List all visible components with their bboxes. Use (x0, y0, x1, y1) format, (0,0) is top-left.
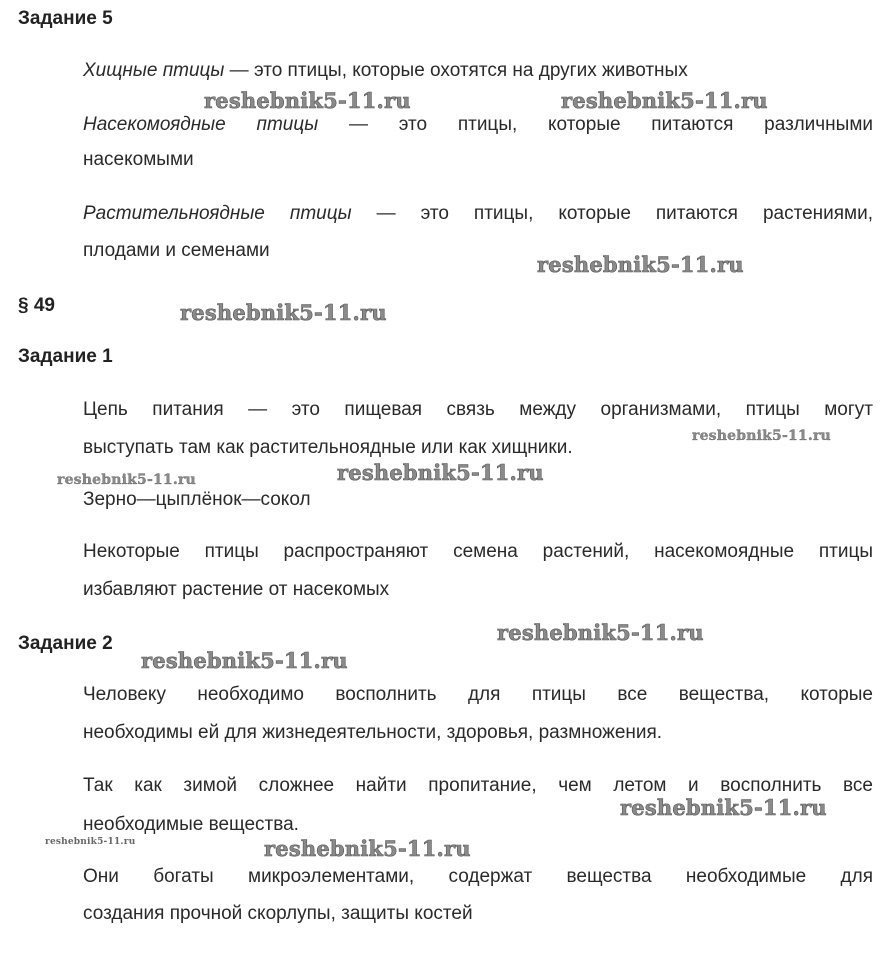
text-line: необходимы ей для жизнедеятельности, здоровья, размножения. (83, 722, 663, 743)
text-line: создания прочной скорлупы, защиты костей (83, 903, 473, 924)
watermark: reshebnik5-11.ru (337, 460, 544, 485)
term: Насекомоядные птицы (83, 114, 319, 135)
text-line: Некоторые птицы распространяют семена растений, насекомоядные птицы (83, 541, 873, 562)
text-line: необходимые вещества. (83, 814, 299, 835)
heading-task-1: Задание 1 (18, 346, 113, 367)
watermark: reshebnik5-11.ru (561, 88, 768, 113)
text-line (83, 59, 873, 83)
watermark: reshebnik5-11.ru (497, 620, 704, 645)
text-line: насекомыми (83, 149, 194, 170)
watermark: reshebnik5-11.ru (204, 88, 411, 113)
text-line: Цепь питания — это пищевая связь между организмами, птицы могут (83, 399, 873, 420)
text-line: Зерно—цыплёнок—сокол (83, 489, 311, 510)
heading-task-5: Задание 5 (18, 8, 113, 29)
text-line: Так как зимой сложнее найти пропитание, чем летом и восполнить все (83, 775, 873, 796)
watermark: reshebnik5-11.ru (264, 836, 471, 861)
watermark: reshebnik5-11.ru (537, 252, 744, 277)
definition: — это птицы, которые питаются различными (318, 114, 873, 135)
watermark: reshebnik5-11.ru (57, 472, 196, 488)
watermark: reshebnik5-11.ru (620, 795, 827, 820)
text-line (83, 202, 873, 226)
term: Хищные птицы (83, 60, 225, 81)
watermark: reshebnik5-11.ru (141, 648, 348, 673)
text-line (83, 113, 873, 137)
term: Растительноядные птицы (83, 203, 352, 224)
definition: — это птицы, которые охотятся на других животных (224, 60, 688, 81)
text-line: плодами и семенами (83, 240, 270, 261)
text-line: выступать там как растительноядные или как хищники. (83, 437, 573, 458)
heading-paragraph-49: § 49 (18, 295, 55, 316)
text-line: Они богаты микроэлементами, содержат вещества необходимые для (83, 866, 873, 887)
watermark: reshebnik5-11.ru (692, 428, 831, 444)
watermark: reshebnik5-11.ru (180, 300, 387, 325)
watermark: reshebnik5-11.ru (45, 837, 136, 847)
text-line: избавляют растение от насекомых (83, 579, 390, 600)
definition: — это птицы, которые питаются растениями, (351, 203, 873, 224)
heading-task-2: Задание 2 (18, 633, 113, 654)
text-line: Человеку необходимо восполнить для птицы все вещества, которые (83, 684, 873, 705)
